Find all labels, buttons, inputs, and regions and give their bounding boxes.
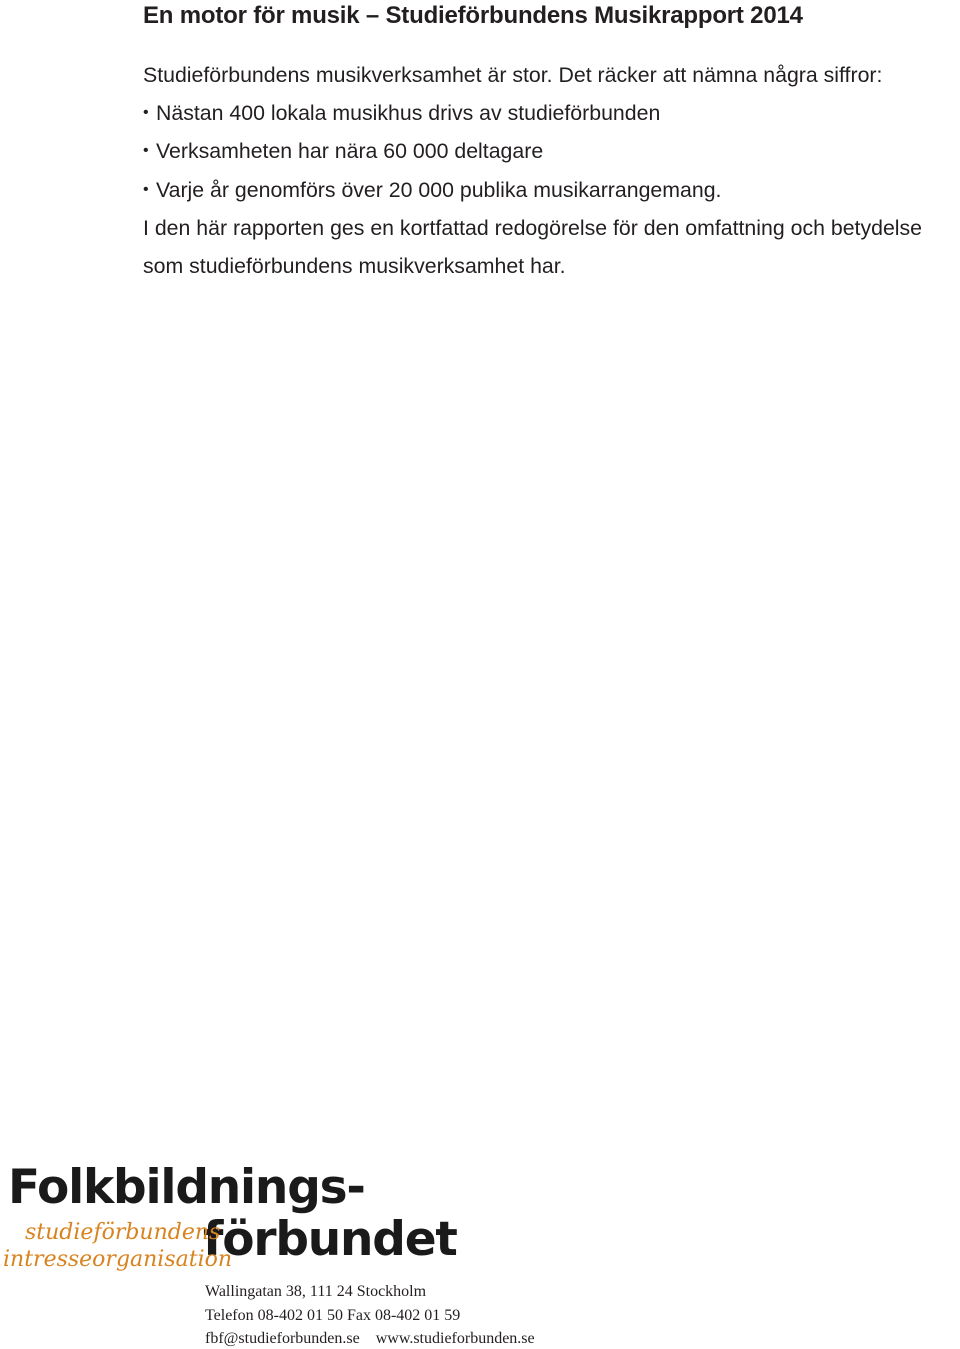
footer-phone-fax: Telefon 08-402 01 50 Fax 08-402 01 59 <box>205 1307 461 1324</box>
bullet-icon: • <box>143 104 149 122</box>
logo-tagline-line2: intresseorganisation <box>3 1247 233 1272</box>
list-item-text: Varje år genomförs över 20 000 publika musikarrangemang. <box>156 177 722 202</box>
document-title: En motor för musik – Studieförbundens Musikrapport 2014 <box>143 2 803 29</box>
intro-paragraph: Studieförbundens musikverksamhet är stor. Det räcker att nämna några siffror: <box>143 63 883 87</box>
list-item-text: Verksamheten har nära 60 000 deltagare <box>156 139 544 164</box>
bullet-icon: • <box>143 142 149 160</box>
footer-links <box>205 1330 535 1348</box>
list-item <box>143 94 943 132</box>
logo-tagline-line1: studieförbundens <box>25 1220 221 1245</box>
logo-wordmark-line1: Folkbildnings- <box>8 1160 365 1215</box>
conclusion-paragraph: I den här rapporten ges en kortfattad redogörelse för den omfattning och betydelse som studieförbundens musikverksamhet har. <box>143 215 923 279</box>
facts-list <box>143 94 943 209</box>
list-item-text: Nästan 400 lokala musikhus drivs av studieförbunden <box>156 101 661 126</box>
list-item <box>143 132 943 170</box>
footer-address: Wallingatan 38, 111 24 Stockholm <box>205 1283 427 1300</box>
logo-wordmark-line2: förbundet <box>203 1212 457 1267</box>
document-body <box>143 56 943 285</box>
website-link[interactable]: www.studieforbunden.se <box>375 1330 535 1347</box>
email-link[interactable]: fbf@studieforbunden.se <box>205 1330 360 1347</box>
list-item <box>143 171 943 209</box>
bullet-icon: • <box>143 180 149 198</box>
